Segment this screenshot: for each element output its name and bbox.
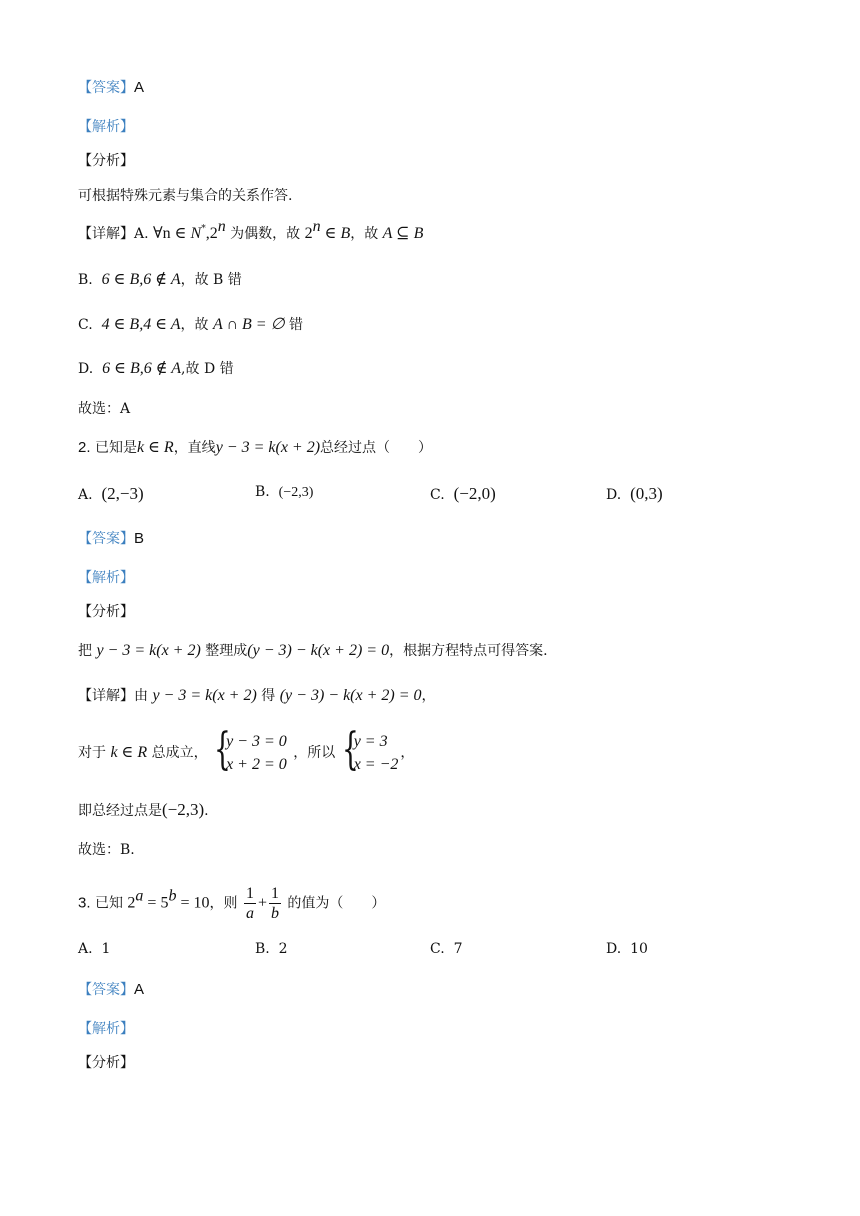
q2-analysis-tag: 【解析】 bbox=[78, 570, 134, 586]
math: A ⊆ B bbox=[382, 225, 424, 242]
q2-system-line bbox=[78, 724, 415, 778]
q1-detail-c bbox=[78, 315, 303, 335]
text: ，直线 bbox=[173, 440, 216, 456]
math: ,2 bbox=[205, 225, 218, 242]
q3-option-d bbox=[606, 941, 648, 957]
math: + bbox=[257, 894, 267, 912]
answer-tag: 【答案】 bbox=[78, 80, 134, 96]
answer-value: A bbox=[134, 981, 145, 998]
option-value: (−2,3) bbox=[278, 485, 314, 500]
math: 4 ∈ B,4 ∈ A bbox=[101, 316, 181, 333]
q2-option-d bbox=[606, 484, 663, 504]
denominator: a bbox=[245, 905, 254, 922]
text: 得 bbox=[256, 688, 280, 704]
math: y − 3 = k(x + 2) bbox=[96, 642, 201, 659]
q1-choose: 故选：A bbox=[78, 401, 131, 417]
text: 对于 bbox=[78, 745, 111, 761]
equation-row: x + 2 = 0 bbox=[226, 756, 287, 773]
text: ，故 B 错 bbox=[180, 272, 242, 288]
fraction-1-over-a bbox=[244, 884, 256, 923]
q2-stem bbox=[78, 438, 432, 458]
option-label: B. bbox=[255, 484, 270, 500]
text: ， bbox=[400, 745, 415, 761]
q1-detail-b bbox=[78, 270, 242, 290]
denominator: b bbox=[270, 905, 279, 922]
equation-row: y = 3 bbox=[353, 733, 388, 750]
option-label: B. bbox=[255, 941, 270, 957]
math: (y − 3) − k(x + 2) = 0 bbox=[279, 687, 422, 704]
text: ，故 bbox=[350, 226, 383, 242]
q2-detail-line bbox=[78, 686, 436, 706]
option-label: A. bbox=[78, 487, 93, 503]
q2-fenxi-tag: 【分析】 bbox=[78, 604, 134, 620]
text: ，则 bbox=[209, 895, 242, 912]
option-label: C. bbox=[430, 487, 445, 503]
text: ， bbox=[421, 688, 436, 704]
q1-fenxi-tag: 【分析】 bbox=[78, 153, 134, 169]
math: k ∈ R bbox=[136, 439, 174, 456]
q1-analysis-tag: 【解析】 bbox=[78, 119, 134, 135]
q2-option-b bbox=[255, 484, 313, 501]
text: 已知 bbox=[90, 895, 128, 912]
q3-fenxi-tag: 【分析】 bbox=[78, 1055, 134, 1071]
math: 2 bbox=[127, 894, 136, 912]
math: ∈ B bbox=[320, 225, 351, 242]
option-value: (−2,0) bbox=[453, 484, 496, 503]
option-label: A. bbox=[78, 941, 93, 957]
text: 由 bbox=[134, 688, 153, 704]
answer-tag: 【答案】 bbox=[78, 982, 134, 998]
q2-option-c bbox=[430, 484, 496, 504]
text: 总经过点（ ） bbox=[320, 440, 433, 456]
option-label: C. bbox=[430, 941, 445, 957]
question-number: 3. bbox=[78, 894, 91, 912]
text: 总成立， bbox=[147, 745, 208, 761]
equation-row: x = −2 bbox=[353, 756, 399, 773]
math: N bbox=[190, 225, 202, 242]
math: y − 3 = k(x + 2) bbox=[215, 439, 321, 456]
text: ，所以 bbox=[293, 745, 336, 761]
text: 把 bbox=[78, 643, 97, 659]
q3-option-a bbox=[78, 941, 110, 957]
q1-fenxi-text: 可根据特殊元素与集合的关系作答. bbox=[78, 188, 293, 204]
math-sup: n bbox=[217, 218, 226, 235]
text: ,故 D 错 bbox=[181, 361, 234, 377]
math: = 10 bbox=[176, 894, 210, 912]
label: B. bbox=[78, 272, 93, 288]
text: 整理成 bbox=[200, 643, 248, 659]
math: (y − 3) − k(x + 2) = 0 bbox=[247, 642, 390, 659]
equation-system-1: { y − 3 = 0 x + 2 = 0 bbox=[214, 724, 287, 775]
math: 6 ∈ B,6 ∉ A bbox=[101, 271, 181, 288]
option-value: 7 bbox=[453, 941, 463, 957]
option-value: (0,3) bbox=[630, 484, 663, 503]
option-value: 10 bbox=[630, 941, 648, 957]
option-label: D. bbox=[606, 941, 622, 957]
math: 2 bbox=[304, 225, 313, 242]
math: y − 3 = k(x + 2) bbox=[152, 687, 257, 704]
q3-stem bbox=[78, 884, 385, 923]
numerator: 1 bbox=[245, 885, 254, 902]
text: 已知是 bbox=[90, 440, 137, 456]
q2-option-a bbox=[78, 484, 144, 504]
math: ∀n ∈ bbox=[153, 225, 191, 242]
math: A ∩ B = ∅ bbox=[212, 316, 285, 333]
q2-fenxi-text bbox=[78, 641, 548, 661]
fraction-1-over-b bbox=[269, 884, 281, 923]
text: ，故 bbox=[180, 317, 213, 333]
q3-answer-line bbox=[78, 980, 144, 1000]
text: 错 bbox=[284, 317, 303, 333]
detail-tag: 【详解】 bbox=[78, 226, 134, 242]
option-value: 1 bbox=[101, 941, 111, 957]
q2-point-line bbox=[78, 800, 209, 821]
math: = 5 bbox=[143, 894, 169, 912]
answer-tag: 【答案】 bbox=[78, 531, 134, 547]
text: ，根据方程特点可得答案. bbox=[389, 643, 548, 659]
q2-choose: 故选：B. bbox=[78, 842, 135, 858]
q1-detail-a bbox=[78, 218, 424, 244]
option-value: 2 bbox=[278, 941, 288, 957]
option-value: (2,−3) bbox=[101, 484, 144, 503]
equation-row: y − 3 = 0 bbox=[226, 733, 287, 750]
math-sup: n bbox=[312, 218, 321, 235]
numerator: 1 bbox=[270, 885, 279, 902]
q1-detail-d bbox=[78, 359, 234, 379]
text: 的值为（ ） bbox=[282, 895, 386, 912]
math: 6 ∈ B,6 ∉ A bbox=[102, 360, 182, 377]
text: 为偶数，故 bbox=[225, 226, 305, 242]
q2-answer-line bbox=[78, 529, 144, 549]
question-number: 2. bbox=[78, 439, 91, 456]
equation-system-2: { y = 3 x = −2 bbox=[341, 724, 399, 775]
q3-analysis-tag: 【解析】 bbox=[78, 1021, 134, 1037]
answer-value: B bbox=[134, 530, 145, 547]
answer-value: A bbox=[134, 79, 145, 96]
text: 即总经过点是 bbox=[78, 803, 162, 819]
detail-tag: 【详解】 bbox=[78, 688, 134, 704]
q3-option-c bbox=[430, 941, 463, 957]
option-label: D. bbox=[606, 487, 622, 503]
label: D. bbox=[78, 361, 94, 377]
label: C. bbox=[78, 317, 93, 333]
q1-answer-line bbox=[78, 78, 144, 98]
detail-a-prefix: A. bbox=[134, 226, 154, 242]
math-sup: b bbox=[168, 887, 177, 905]
math: k ∈ R bbox=[110, 744, 148, 761]
math-sup: * bbox=[201, 224, 206, 234]
q3-option-b bbox=[255, 941, 288, 957]
math-sup: a bbox=[135, 887, 144, 905]
math: (−2,3) bbox=[162, 800, 205, 819]
text: . bbox=[204, 803, 209, 819]
